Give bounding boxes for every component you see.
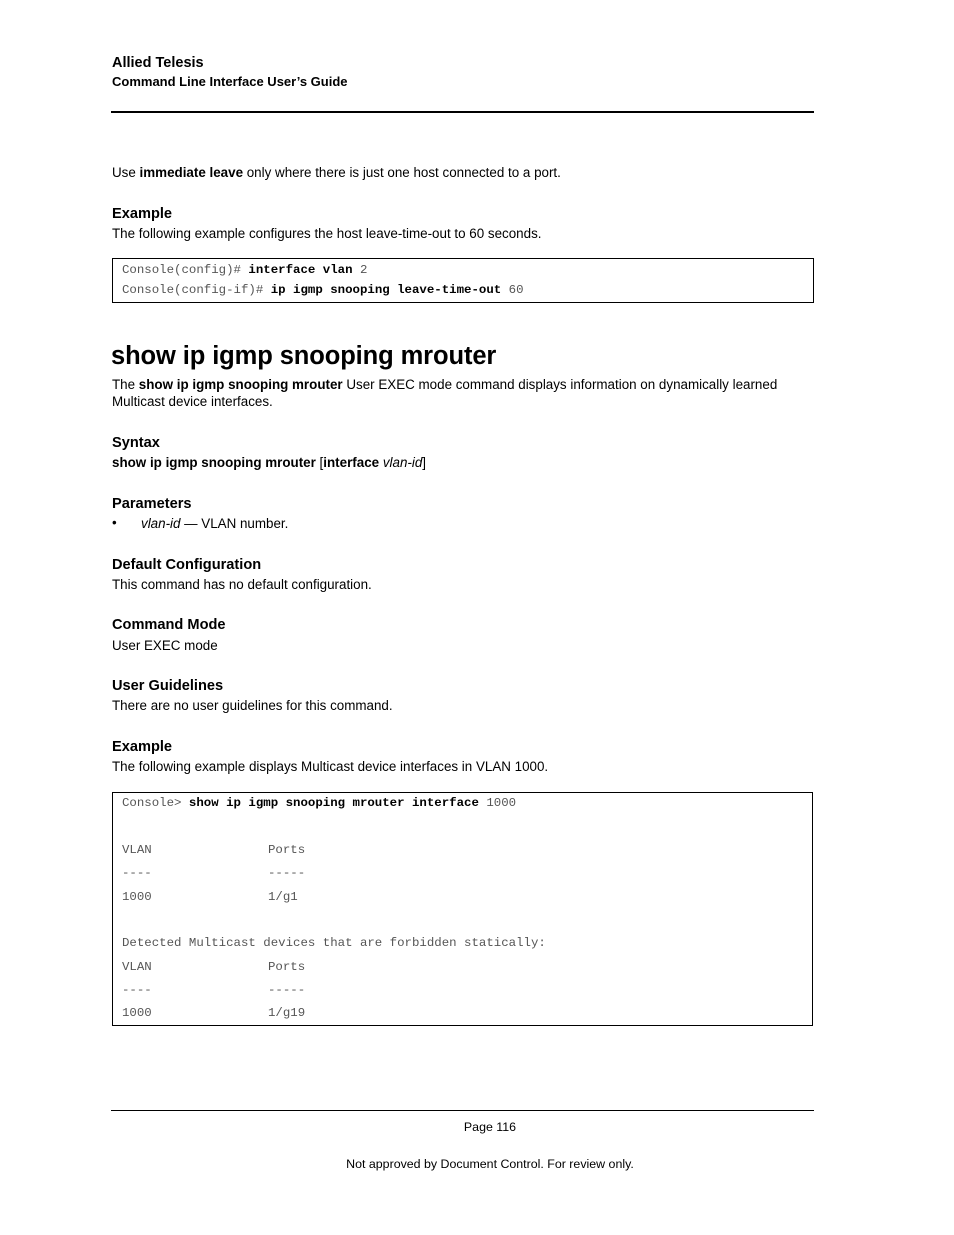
user-guidelines-heading: User Guidelines <box>112 678 224 694</box>
table-separator: ----- <box>268 983 306 997</box>
command-mode-text: User EXEC mode <box>112 638 218 653</box>
table-separator: ---- <box>122 983 152 997</box>
page-number: Page 116 <box>463 1120 517 1134</box>
table-header-vlan: VLAN <box>122 960 152 974</box>
footer-rule <box>111 1110 814 1111</box>
table-header-vlan: VLAN <box>122 843 152 857</box>
example1-code-block <box>112 258 814 303</box>
header-company: Allied Telesis <box>112 55 204 71</box>
header-guide-title: Command Line Interface User’s Guide <box>112 74 348 89</box>
footer-note: Not approved by Document Control. For review only. <box>346 1157 634 1171</box>
table-header-ports: Ports <box>268 843 306 857</box>
default-config-heading: Default Configuration <box>112 557 262 573</box>
default-config-text: This command has no default configuration. <box>112 577 372 592</box>
command-mode-heading: Command Mode <box>112 617 226 633</box>
example2-text: The following example displays Multicast device interfaces in VLAN 1000. <box>112 759 549 774</box>
forbidden-label: Detected Multicast devices that are forbidden statically: <box>122 936 546 950</box>
table-separator: ---- <box>122 866 152 880</box>
syntax-heading: Syntax <box>112 435 160 451</box>
code-line: Console> show ip igmp snooping mrouter interface 1000 <box>122 796 517 810</box>
example1-text: The following example configures the host leave-time-out to 60 seconds. <box>112 226 542 241</box>
section-description: The show ip igmp snooping mrouter User EXEC mode command displays information on dynamically learned Multicast device interfaces. <box>112 377 778 409</box>
intro-paragraph: Use immediate leave only where there is just one host connected to a port. <box>112 165 561 180</box>
syntax-line: show ip igmp snooping mrouter [interface vlan-id] <box>112 455 427 470</box>
code-line: Console(config-if)# ip igmp snooping leave-time-out 60 <box>122 283 524 297</box>
table-cell-ports: 1/g19 <box>268 1006 306 1020</box>
table-separator: ----- <box>268 866 306 880</box>
example2-heading: Example <box>112 739 173 755</box>
example1-heading: Example <box>112 206 173 222</box>
bullet-icon: • <box>112 515 117 530</box>
code-line: Console(config)# interface vlan 2 <box>122 263 368 277</box>
example2-code-block <box>112 792 813 1026</box>
section-title: show ip igmp snooping mrouter <box>111 342 497 370</box>
user-guidelines-text: There are no user guidelines for this command. <box>112 698 393 713</box>
table-cell-vlan: 1000 <box>122 1006 152 1020</box>
table-cell-vlan: 1000 <box>122 890 152 904</box>
header-rule <box>111 111 814 113</box>
table-header-ports: Ports <box>268 960 306 974</box>
table-cell-ports: 1/g1 <box>268 890 298 904</box>
parameters-heading: Parameters <box>112 496 192 512</box>
parameter-item: vlan-id — VLAN number. <box>141 516 289 531</box>
